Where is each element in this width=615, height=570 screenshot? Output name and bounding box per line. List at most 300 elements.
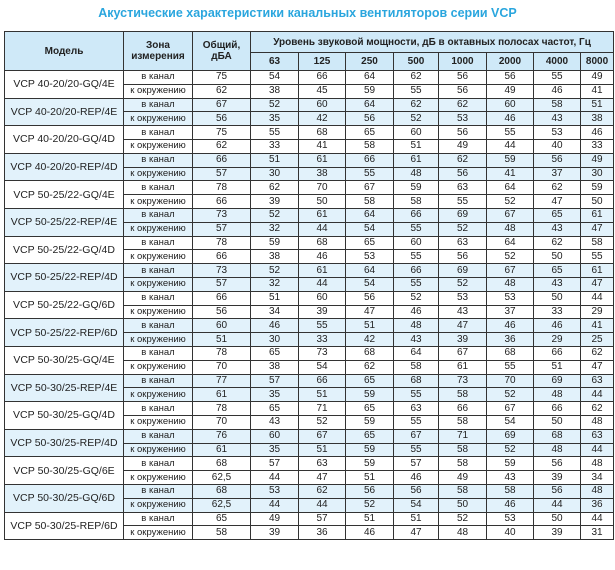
acoustic-table	[4, 31, 614, 540]
band-cell: 46	[346, 526, 394, 540]
band-cell: 59	[251, 236, 299, 250]
band-cell: 66	[299, 71, 346, 85]
band-cell: 64	[487, 236, 534, 250]
band-cell: 42	[299, 112, 346, 126]
band-cell: 71	[439, 429, 487, 443]
band-cell: 39	[439, 333, 487, 347]
band-cell: 36	[299, 526, 346, 540]
band-cell: 53	[439, 112, 487, 126]
band-cell: 31	[581, 526, 614, 540]
total-cell: 61	[193, 388, 251, 402]
band-cell: 43	[534, 277, 581, 291]
band-cell: 38	[581, 112, 614, 126]
band-cell: 56	[346, 484, 394, 498]
band-cell: 35	[251, 443, 299, 457]
zone-cell: к окружению	[124, 167, 193, 181]
band-cell: 63	[581, 429, 614, 443]
band-cell: 52	[299, 415, 346, 429]
band-cell: 64	[346, 208, 394, 222]
zone-cell: к окружению	[124, 305, 193, 319]
band-cell: 66	[439, 402, 487, 416]
band-cell: 52	[394, 291, 439, 305]
band-cell: 38	[251, 360, 299, 374]
band-cell: 56	[394, 484, 439, 498]
table-row	[5, 153, 614, 167]
band-cell: 46	[394, 471, 439, 485]
band-cell: 68	[394, 374, 439, 388]
band-cell: 55	[534, 71, 581, 85]
band-cell: 33	[534, 305, 581, 319]
header-band-2000: 2000	[487, 53, 534, 71]
band-cell: 30	[251, 333, 299, 347]
band-cell: 52	[439, 512, 487, 526]
band-cell: 70	[299, 181, 346, 195]
band-cell: 61	[299, 264, 346, 278]
band-cell: 33	[299, 333, 346, 347]
band-cell: 67	[487, 208, 534, 222]
band-cell: 61	[299, 153, 346, 167]
band-cell: 58	[439, 457, 487, 471]
band-cell: 48	[581, 415, 614, 429]
model-cell: VCP 50-25/22-REP/6D	[5, 319, 124, 347]
band-cell: 39	[251, 526, 299, 540]
model-cell: VCP 50-30/25-GQ/6E	[5, 457, 124, 485]
band-cell: 25	[581, 333, 614, 347]
band-cell: 56	[439, 126, 487, 140]
band-cell: 56	[346, 112, 394, 126]
band-cell: 52	[487, 195, 534, 209]
table-row	[5, 236, 614, 250]
band-cell: 62	[394, 71, 439, 85]
band-cell: 41	[487, 167, 534, 181]
band-cell: 69	[439, 264, 487, 278]
band-cell: 59	[346, 388, 394, 402]
total-cell: 66	[193, 291, 251, 305]
band-cell: 58	[487, 484, 534, 498]
model-cell: VCP 50-30/25-REP/6D	[5, 512, 124, 540]
zone-cell: в канал	[124, 374, 193, 388]
header-band-4000: 4000	[534, 53, 581, 71]
header-band-125: 125	[299, 53, 346, 71]
band-cell: 62	[534, 236, 581, 250]
band-cell: 62	[394, 98, 439, 112]
band-cell: 66	[394, 208, 439, 222]
band-cell: 54	[487, 415, 534, 429]
zone-cell: в канал	[124, 126, 193, 140]
total-cell: 78	[193, 346, 251, 360]
band-cell: 50	[534, 291, 581, 305]
band-cell: 52	[346, 498, 394, 512]
band-cell: 51	[251, 153, 299, 167]
band-cell: 58	[439, 443, 487, 457]
band-cell: 46	[487, 498, 534, 512]
band-cell: 44	[581, 512, 614, 526]
band-cell: 44	[581, 291, 614, 305]
band-cell: 59	[346, 443, 394, 457]
band-cell: 29	[534, 333, 581, 347]
band-cell: 39	[251, 195, 299, 209]
band-cell: 56	[439, 167, 487, 181]
band-cell: 59	[394, 181, 439, 195]
band-cell: 55	[439, 195, 487, 209]
zone-cell: в канал	[124, 264, 193, 278]
band-cell: 65	[346, 236, 394, 250]
band-cell: 36	[581, 498, 614, 512]
header-band-1000: 1000	[439, 53, 487, 71]
band-cell: 69	[487, 429, 534, 443]
band-cell: 66	[534, 402, 581, 416]
band-cell: 59	[346, 457, 394, 471]
band-cell: 62	[534, 181, 581, 195]
band-cell: 49	[251, 512, 299, 526]
zone-cell: к окружению	[124, 471, 193, 485]
band-cell: 58	[581, 236, 614, 250]
band-cell: 48	[581, 457, 614, 471]
band-cell: 44	[251, 498, 299, 512]
band-cell: 65	[251, 346, 299, 360]
band-cell: 65	[251, 402, 299, 416]
total-cell: 78	[193, 402, 251, 416]
band-cell: 51	[534, 360, 581, 374]
band-cell: 64	[346, 98, 394, 112]
table-row	[5, 402, 614, 416]
zone-cell: в канал	[124, 402, 193, 416]
band-cell: 51	[346, 319, 394, 333]
band-cell: 59	[487, 457, 534, 471]
band-cell: 40	[487, 526, 534, 540]
model-cell: VCP 50-25/22-GQ/4E	[5, 181, 124, 209]
band-cell: 44	[487, 139, 534, 153]
zone-cell: в канал	[124, 98, 193, 112]
total-cell: 62,5	[193, 498, 251, 512]
band-cell: 55	[394, 277, 439, 291]
table-row	[5, 484, 614, 498]
band-cell: 60	[299, 98, 346, 112]
band-cell: 30	[581, 167, 614, 181]
model-cell: VCP 50-30/25-REP/4D	[5, 429, 124, 457]
zone-cell: в канал	[124, 429, 193, 443]
band-cell: 37	[487, 305, 534, 319]
band-cell: 30	[251, 167, 299, 181]
band-cell: 55	[394, 84, 439, 98]
band-cell: 67	[439, 346, 487, 360]
band-cell: 56	[439, 71, 487, 85]
band-cell: 53	[534, 126, 581, 140]
band-cell: 51	[394, 512, 439, 526]
band-cell: 55	[394, 388, 439, 402]
band-cell: 73	[439, 374, 487, 388]
band-cell: 47	[346, 305, 394, 319]
band-cell: 44	[581, 443, 614, 457]
band-cell: 43	[251, 415, 299, 429]
band-cell: 56	[534, 484, 581, 498]
band-cell: 64	[346, 264, 394, 278]
band-cell: 61	[299, 208, 346, 222]
band-cell: 52	[251, 208, 299, 222]
zone-cell: к окружению	[124, 498, 193, 512]
band-cell: 52	[439, 222, 487, 236]
band-cell: 52	[251, 264, 299, 278]
band-cell: 54	[346, 277, 394, 291]
total-cell: 77	[193, 374, 251, 388]
band-cell: 55	[394, 250, 439, 264]
band-cell: 67	[299, 429, 346, 443]
band-cell: 53	[346, 250, 394, 264]
band-cell: 45	[299, 84, 346, 98]
band-cell: 52	[394, 112, 439, 126]
band-cell: 58	[439, 415, 487, 429]
band-cell: 69	[439, 208, 487, 222]
zone-cell: в канал	[124, 346, 193, 360]
band-cell: 59	[581, 181, 614, 195]
band-cell: 65	[346, 402, 394, 416]
band-cell: 64	[346, 71, 394, 85]
band-cell: 42	[346, 333, 394, 347]
page-title: Акустические характеристики канальных вентиляторов серии VCP	[98, 6, 517, 20]
band-cell: 62	[346, 360, 394, 374]
band-cell: 59	[346, 415, 394, 429]
total-cell: 57	[193, 222, 251, 236]
band-cell: 51	[299, 388, 346, 402]
band-cell: 50	[534, 512, 581, 526]
band-cell: 51	[394, 139, 439, 153]
band-cell: 52	[487, 250, 534, 264]
band-cell: 58	[439, 484, 487, 498]
band-cell: 61	[394, 153, 439, 167]
model-cell: VCP 50-25/22-REP/4E	[5, 208, 124, 236]
total-cell: 57	[193, 277, 251, 291]
total-cell: 56	[193, 112, 251, 126]
table-row	[5, 181, 614, 195]
band-cell: 55	[581, 250, 614, 264]
band-cell: 43	[534, 112, 581, 126]
zone-cell: в канал	[124, 319, 193, 333]
band-cell: 56	[487, 71, 534, 85]
band-cell: 51	[581, 98, 614, 112]
band-cell: 55	[394, 415, 439, 429]
model-cell: VCP 50-25/22-GQ/4D	[5, 236, 124, 264]
band-cell: 46	[299, 250, 346, 264]
band-cell: 49	[581, 71, 614, 85]
table-row	[5, 126, 614, 140]
band-cell: 55	[487, 126, 534, 140]
band-cell: 66	[394, 264, 439, 278]
band-cell: 55	[394, 222, 439, 236]
band-cell: 38	[251, 250, 299, 264]
band-cell: 56	[439, 84, 487, 98]
total-cell: 61	[193, 443, 251, 457]
total-cell: 70	[193, 415, 251, 429]
band-cell: 38	[299, 167, 346, 181]
table-row	[5, 374, 614, 388]
band-cell: 46	[581, 126, 614, 140]
band-cell: 65	[534, 264, 581, 278]
band-cell: 48	[394, 167, 439, 181]
band-cell: 51	[346, 512, 394, 526]
band-cell: 68	[346, 346, 394, 360]
band-cell: 63	[581, 374, 614, 388]
band-cell: 58	[394, 195, 439, 209]
table-row	[5, 98, 614, 112]
band-cell: 61	[581, 208, 614, 222]
header-band-500: 500	[394, 53, 439, 71]
band-cell: 58	[346, 195, 394, 209]
band-cell: 51	[346, 471, 394, 485]
zone-cell: к окружению	[124, 139, 193, 153]
table-row	[5, 429, 614, 443]
band-cell: 64	[487, 181, 534, 195]
table-row	[5, 512, 614, 526]
table-row	[5, 319, 614, 333]
table-row	[5, 346, 614, 360]
zone-cell: к окружению	[124, 250, 193, 264]
header-band-8000: 8000	[581, 53, 614, 71]
band-cell: 48	[534, 443, 581, 457]
zone-cell: к окружению	[124, 526, 193, 540]
band-cell: 60	[394, 236, 439, 250]
band-cell: 36	[487, 333, 534, 347]
band-cell: 48	[394, 319, 439, 333]
band-cell: 62	[251, 181, 299, 195]
band-cell: 47	[394, 526, 439, 540]
total-cell: 76	[193, 429, 251, 443]
total-cell: 65	[193, 512, 251, 526]
total-cell: 67	[193, 98, 251, 112]
model-cell: VCP 50-25/22-GQ/6D	[5, 291, 124, 319]
zone-cell: в канал	[124, 208, 193, 222]
band-cell: 50	[581, 195, 614, 209]
total-cell: 62,5	[193, 471, 251, 485]
band-cell: 47	[299, 471, 346, 485]
band-cell: 56	[534, 457, 581, 471]
zone-cell: к окружению	[124, 195, 193, 209]
band-cell: 54	[299, 360, 346, 374]
band-cell: 32	[251, 277, 299, 291]
band-cell: 44	[534, 498, 581, 512]
band-cell: 39	[534, 471, 581, 485]
band-cell: 44	[299, 222, 346, 236]
band-cell: 47	[534, 195, 581, 209]
band-cell: 71	[299, 402, 346, 416]
band-cell: 46	[251, 319, 299, 333]
band-cell: 63	[439, 236, 487, 250]
band-cell: 48	[487, 277, 534, 291]
band-cell: 67	[394, 429, 439, 443]
band-cell: 35	[251, 388, 299, 402]
band-cell: 48	[487, 222, 534, 236]
band-cell: 34	[581, 471, 614, 485]
band-cell: 29	[581, 305, 614, 319]
band-cell: 57	[251, 374, 299, 388]
band-cell: 44	[251, 471, 299, 485]
band-cell: 48	[534, 388, 581, 402]
band-cell: 43	[394, 333, 439, 347]
band-cell: 32	[251, 222, 299, 236]
band-cell: 34	[251, 305, 299, 319]
band-cell: 73	[299, 346, 346, 360]
zone-cell: в канал	[124, 457, 193, 471]
band-cell: 62	[581, 402, 614, 416]
band-cell: 68	[299, 126, 346, 140]
band-cell: 62	[439, 98, 487, 112]
zone-cell: в канал	[124, 291, 193, 305]
total-cell: 78	[193, 236, 251, 250]
band-cell: 63	[439, 181, 487, 195]
total-cell: 58	[193, 526, 251, 540]
band-cell: 70	[487, 374, 534, 388]
band-cell: 58	[394, 360, 439, 374]
band-cell: 57	[251, 457, 299, 471]
band-cell: 50	[299, 195, 346, 209]
band-cell: 66	[299, 374, 346, 388]
band-cell: 48	[581, 484, 614, 498]
band-cell: 38	[251, 84, 299, 98]
total-cell: 51	[193, 333, 251, 347]
header-total: Общий, дБА	[193, 32, 251, 71]
band-cell: 46	[487, 112, 534, 126]
band-cell: 55	[487, 360, 534, 374]
band-cell: 67	[487, 264, 534, 278]
band-cell: 37	[534, 167, 581, 181]
zone-cell: к окружению	[124, 112, 193, 126]
band-cell: 67	[487, 402, 534, 416]
zone-cell: в канал	[124, 484, 193, 498]
band-cell: 54	[394, 498, 439, 512]
band-cell: 62	[581, 346, 614, 360]
band-cell: 41	[581, 319, 614, 333]
band-cell: 55	[299, 319, 346, 333]
band-cell: 47	[581, 360, 614, 374]
band-cell: 58	[534, 98, 581, 112]
zone-cell: к окружению	[124, 360, 193, 374]
band-cell: 33	[251, 139, 299, 153]
band-cell: 50	[439, 498, 487, 512]
band-cell: 57	[299, 512, 346, 526]
band-cell: 68	[487, 346, 534, 360]
band-cell: 56	[439, 250, 487, 264]
zone-cell: к окружению	[124, 333, 193, 347]
band-cell: 43	[439, 305, 487, 319]
header-model: Модель	[5, 32, 124, 71]
band-cell: 41	[299, 139, 346, 153]
total-cell: 68	[193, 484, 251, 498]
band-cell: 44	[299, 277, 346, 291]
total-cell: 60	[193, 319, 251, 333]
band-cell: 46	[394, 305, 439, 319]
band-cell: 54	[346, 222, 394, 236]
total-cell: 78	[193, 181, 251, 195]
band-cell: 50	[534, 415, 581, 429]
total-cell: 56	[193, 305, 251, 319]
band-cell: 39	[299, 305, 346, 319]
band-cell: 59	[346, 84, 394, 98]
band-cell: 41	[581, 84, 614, 98]
header-bands-title: Уровень звуковой мощности, дБ в октавных полосах частот, Гц	[251, 32, 614, 53]
band-cell: 66	[346, 153, 394, 167]
model-cell: VCP 40-20/20-REP/4D	[5, 153, 124, 181]
band-cell: 43	[534, 222, 581, 236]
band-cell: 60	[299, 291, 346, 305]
zone-cell: к окружению	[124, 415, 193, 429]
band-cell: 61	[439, 360, 487, 374]
zone-cell: к окружению	[124, 277, 193, 291]
band-cell: 49	[439, 139, 487, 153]
zone-cell: в канал	[124, 71, 193, 85]
band-cell: 59	[487, 153, 534, 167]
band-cell: 60	[487, 98, 534, 112]
total-cell: 70	[193, 360, 251, 374]
band-cell: 56	[534, 153, 581, 167]
